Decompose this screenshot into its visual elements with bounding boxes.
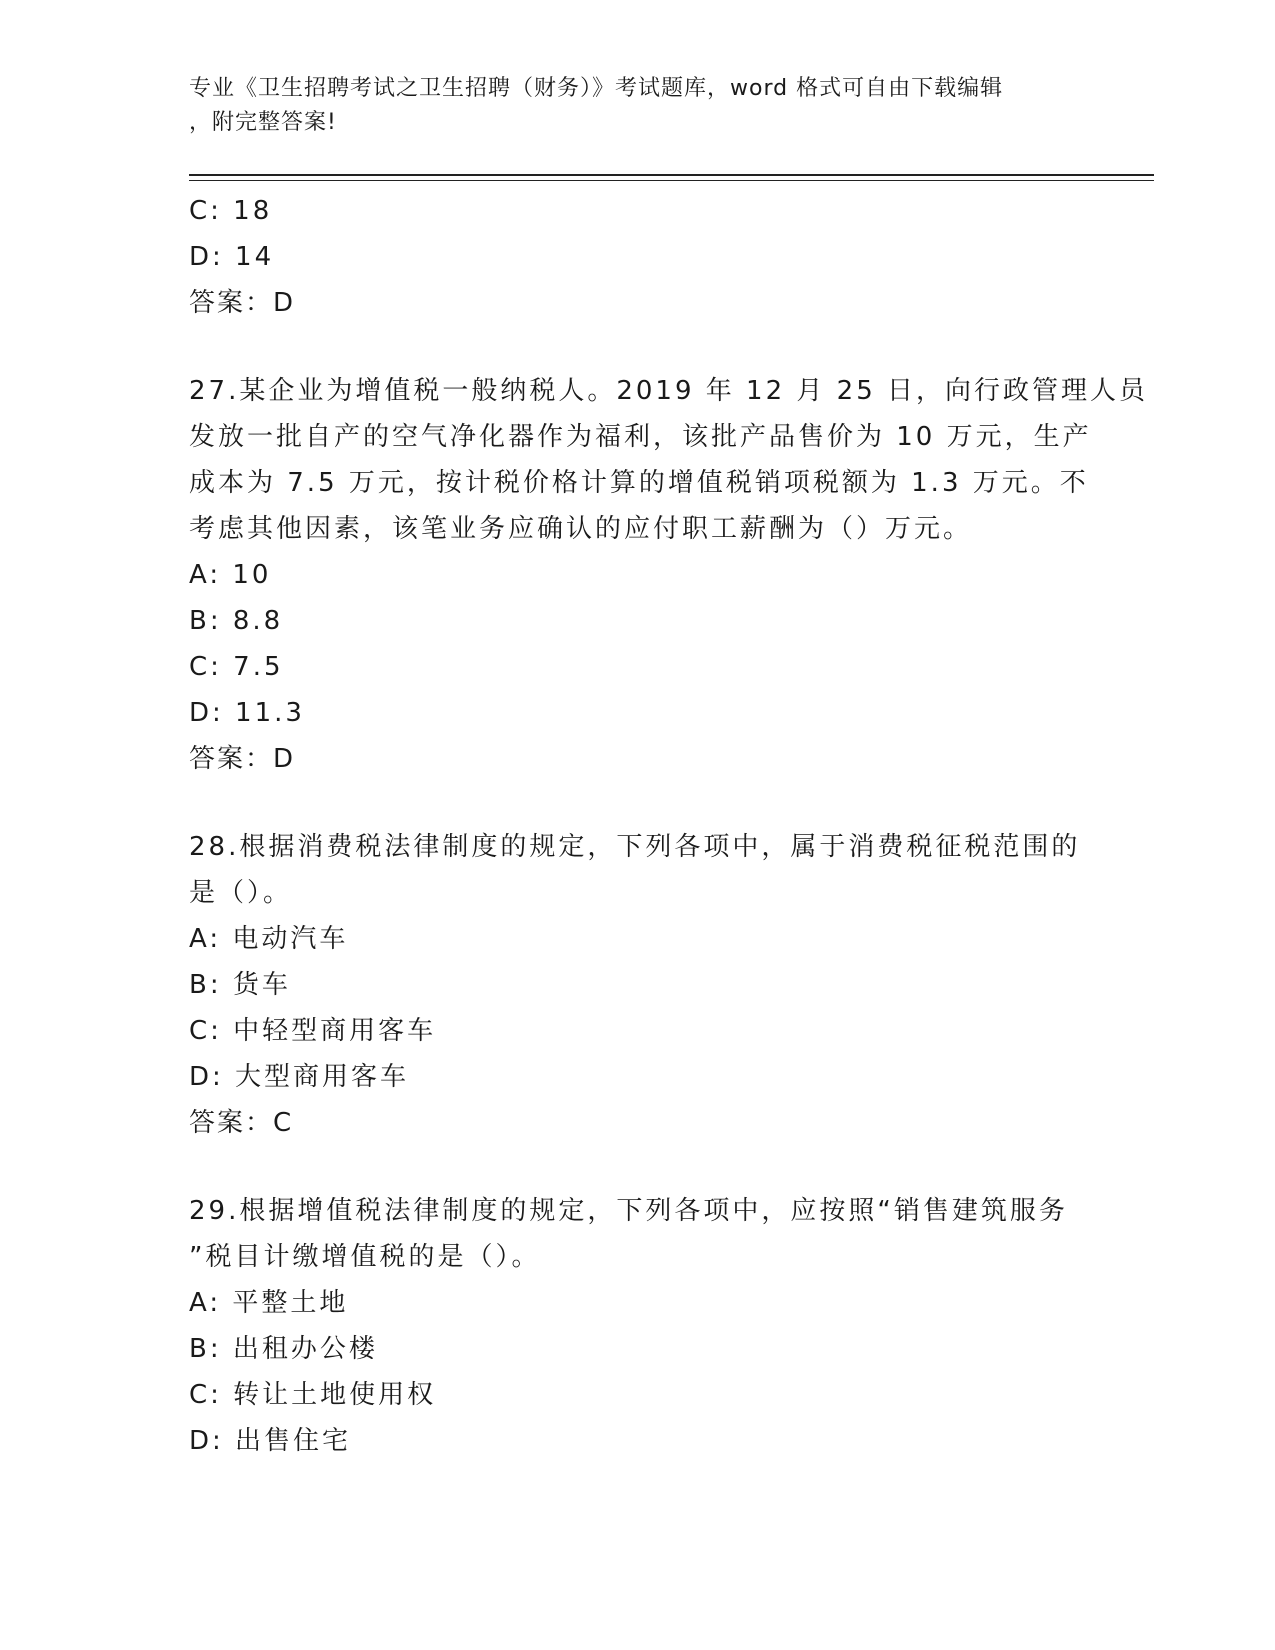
- question-text-line: 28.根据消费税法律制度的规定，下列各项中，属于消费税征税范围的: [189, 832, 1081, 862]
- question-text-line: 是（）。: [189, 878, 293, 908]
- question-text-line: 27.某企业为增值税一般纳税人。2019 年 12 月 25 日，向行政管理人员: [189, 376, 1149, 406]
- question-spacer: [189, 782, 1089, 824]
- option-a: A: 平整土地: [189, 1288, 349, 1318]
- question-spacer: [189, 1146, 1089, 1188]
- question-list: [189, 188, 1149, 1464]
- option-c: C: 转让土地使用权: [189, 1380, 437, 1410]
- answer-line: 答案：D: [189, 744, 296, 774]
- option-d: D: 出售住宅: [189, 1426, 352, 1456]
- question-text-line: 发放一批自产的空气净化器作为福利，该批产品售价为 10 万元，生产: [189, 422, 1092, 452]
- option-b: B: 8.8: [189, 606, 284, 636]
- header-rule-thin: [189, 180, 1154, 181]
- question-text-line: 成本为 7.5 万元，按计税价格计算的增值税销项税额为 1.3 万元。不: [189, 468, 1089, 498]
- option-b: B: 货车: [189, 970, 291, 1000]
- header-line-1: 专业《卫生招聘考试之卫生招聘（财务）》考试题库，word 格式可自由下载编辑: [189, 76, 1004, 101]
- option-d: D: 14: [189, 242, 275, 272]
- option-b: B: 出租办公楼: [189, 1334, 378, 1364]
- question-block-28: [189, 824, 1089, 1146]
- question-spacer: [189, 326, 1089, 368]
- option-d: D: 大型商用客车: [189, 1062, 410, 1092]
- option-c: C: 18: [189, 196, 273, 226]
- question-text-line: ”税目计缴增值税的是（）。: [189, 1242, 541, 1272]
- option-a: A: 10: [189, 560, 272, 590]
- question-text-line: 29.根据增值税法律制度的规定，下列各项中，应按照“销售建筑服务: [189, 1196, 1068, 1226]
- answer-line: 答案：C: [189, 1108, 294, 1138]
- question-text-line: 考虑其他因素，该笔业务应确认的应付职工薪酬为（）万元。: [189, 514, 973, 544]
- option-c: C: 中轻型商用客车: [189, 1016, 437, 1046]
- question-block-27: [189, 368, 1149, 782]
- header-rule-thick: [189, 174, 1154, 176]
- header-line-2: ，附完整答案!: [189, 110, 337, 135]
- document-header: [189, 72, 1079, 140]
- option-a: A: 电动汽车: [189, 924, 349, 954]
- option-d: D: 11.3: [189, 698, 305, 728]
- question-block-26-tail: [189, 188, 1089, 326]
- answer-line: 答案：D: [189, 288, 296, 318]
- question-block-29: [189, 1188, 1089, 1464]
- option-c: C: 7.5: [189, 652, 284, 682]
